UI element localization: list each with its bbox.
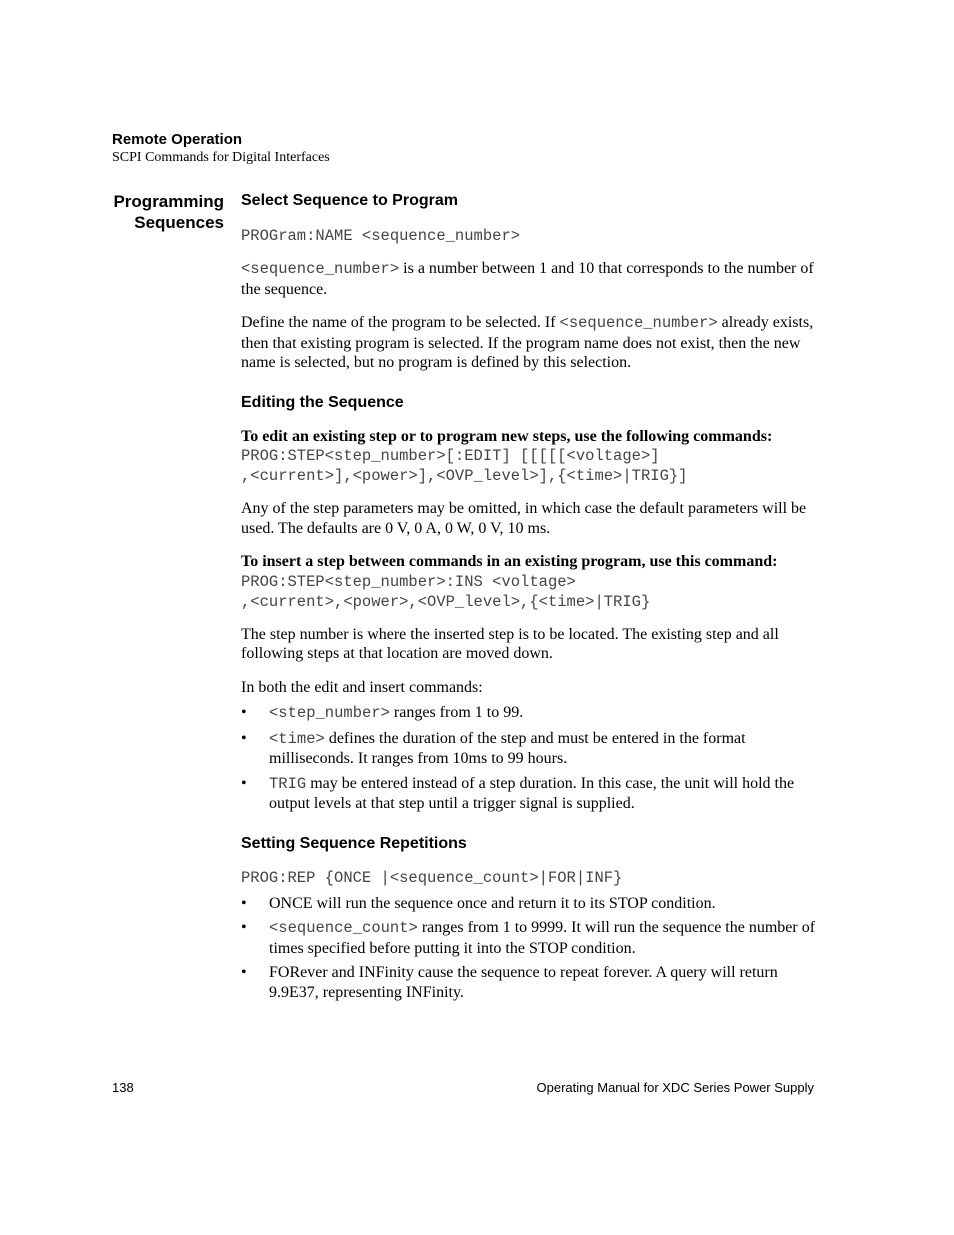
heading-editing-sequence: Editing the Sequence bbox=[241, 393, 404, 411]
list-item-text: ranges from 1 to 9999. It will run the sequence the number of times specified before putting it into the STOP condition. bbox=[269, 919, 816, 957]
command-prog-rep: PROG:REP {ONCE |<sequence_count>|FOR|INF} bbox=[241, 868, 623, 887]
list-edit-insert-params bbox=[241, 703, 816, 814]
footer-manual-title: Operating Manual for XDC Series Power Supply bbox=[536, 1080, 814, 1095]
list-item-text: ONCE will run the sequence once and return it to its STOP condition. bbox=[269, 894, 716, 912]
command-edit-line2: ,<current>],<power>],<OVP_level>],{<time>|TRIG}] bbox=[241, 467, 688, 485]
bullet-glyph: • bbox=[241, 919, 247, 936]
list-item-text: defines the duration of the step and must be entered in the format milliseconds. It ranges from 10ms to 99 hours. bbox=[269, 729, 746, 767]
paragraph-define-name bbox=[241, 313, 816, 373]
heading-select-sequence: Select Sequence to Program bbox=[241, 192, 458, 209]
lead-edit-step: To edit an existing step or to program new steps, use the following commands: bbox=[241, 427, 773, 445]
code-sequence-count: <sequence_count> bbox=[269, 919, 418, 937]
text-define-name-a: Define the name of the program to be selected. If bbox=[241, 314, 560, 331]
bullet-glyph: • bbox=[241, 774, 247, 792]
main-content bbox=[241, 191, 816, 1002]
paragraph-both-commands: In both the edit and insert commands: bbox=[241, 678, 483, 696]
code-trig: TRIG bbox=[269, 774, 307, 793]
list-repetition-options bbox=[241, 894, 816, 1003]
list-item-text: may be entered instead of a step duration. In this case, the unit will hold the output levels at that step until a trigger signal is supplied. bbox=[269, 774, 795, 812]
running-header-subtitle: SCPI Commands for Digital Interfaces bbox=[112, 150, 330, 165]
command-insert-line2: ,<current>,<power>,<OVP_level>,{<time>|TRIG} bbox=[241, 592, 651, 611]
code-sequence-number: <sequence_number> bbox=[241, 260, 400, 278]
heading-sequence-repetitions: Setting Sequence Repetitions bbox=[241, 834, 467, 852]
list-item bbox=[241, 918, 816, 958]
command-edit-line1: PROG:STEP<step_number>[:EDIT] [[[[[<voltage>] bbox=[241, 447, 660, 465]
code-step-number: <step_number> bbox=[269, 704, 390, 722]
paragraph-defaults: Any of the step parameters may be omitted, in which case the default parameters will be used. The defaults are 0 V, 0 A, 0 W, 0 V, 10 ms. bbox=[241, 500, 807, 537]
list-item-text: ranges from 1 to 99. bbox=[389, 704, 524, 721]
section-side-heading bbox=[100, 191, 224, 233]
paragraph-step-location: The step number is where the inserted step is to be located. The existing step and all following steps at that location are moved down. bbox=[241, 625, 779, 662]
list-item bbox=[241, 774, 816, 814]
list-item bbox=[241, 894, 816, 914]
paragraph-sequence-number bbox=[241, 259, 816, 299]
list-item bbox=[241, 703, 816, 724]
command-program-name: PROGram:NAME <sequence_number> bbox=[241, 227, 521, 245]
bullet-glyph: • bbox=[241, 894, 247, 912]
bullet-glyph: • bbox=[241, 704, 247, 721]
side-heading-line2: Sequences bbox=[134, 213, 224, 232]
list-item-text: FORever and INFinity cause the sequence to repeat forever. A query will return 9.9E37, representing INFinity. bbox=[269, 964, 778, 1001]
footer-page-number: 138 bbox=[112, 1080, 134, 1095]
text-sequence-number: is a number between 1 and 10 that corresponds to the number of the sequence. bbox=[241, 260, 814, 298]
code-time: <time> bbox=[269, 729, 325, 748]
list-item bbox=[241, 963, 816, 1002]
code-sequence-number-2: <sequence_number> bbox=[559, 314, 718, 332]
bullet-glyph: • bbox=[241, 964, 247, 981]
list-item bbox=[241, 729, 816, 769]
side-heading-line1: Programming bbox=[113, 192, 224, 211]
bullet-glyph: • bbox=[241, 729, 247, 747]
command-insert-line1: PROG:STEP<step_number>:INS <voltage> bbox=[241, 572, 576, 591]
lead-insert-step: To insert a step between commands in an existing program, use this command: bbox=[241, 553, 778, 570]
running-header-title: Remote Operation bbox=[112, 131, 243, 148]
text-define-name-b: already exists, then that existing program is selected. If the program name does not exist, then the new name is selected, but no program is defined by this selection. bbox=[241, 314, 814, 371]
